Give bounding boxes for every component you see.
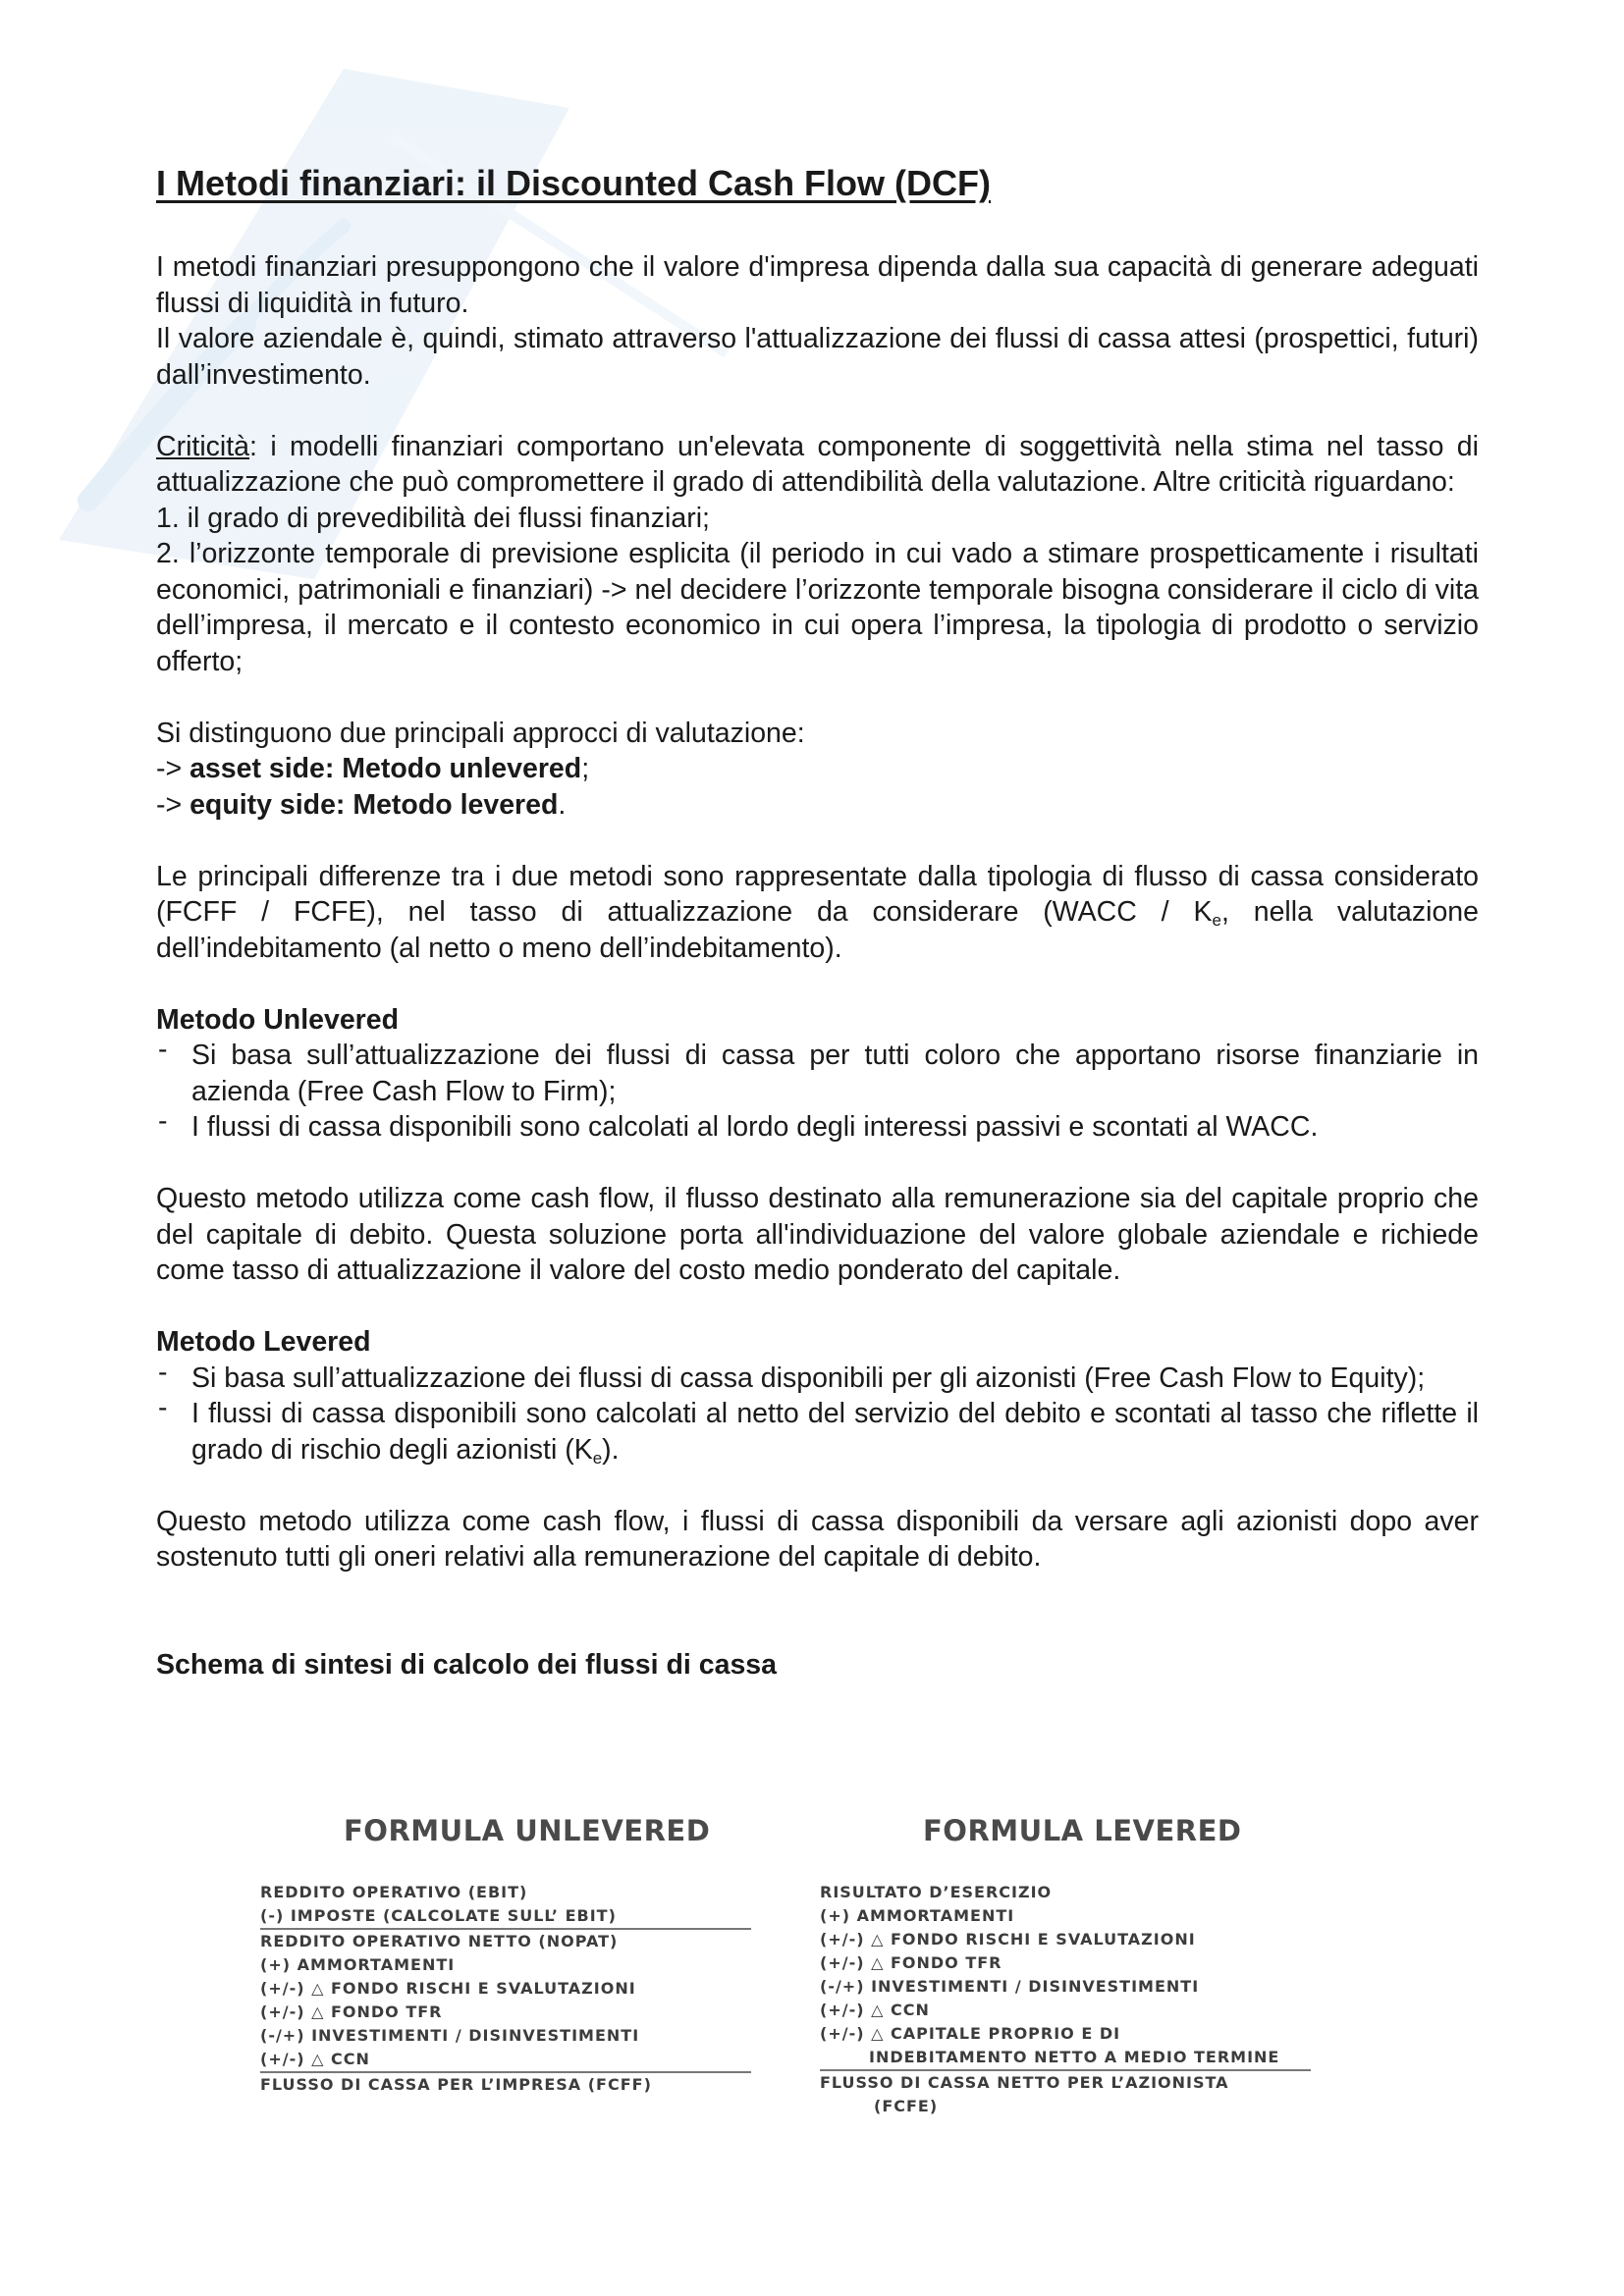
formula-levered-title: FORMULA LEVERED	[923, 1814, 1242, 1847]
list-item: - I flussi di cassa disponibili sono calcolati al lordo degli interessi passivi e scontati al WACC.	[156, 1109, 1479, 1146]
list-item: - Si basa sull’attualizzazione dei flussi di cassa per tutti coloro che apportano risorse finanziarie in azienda (Free Cash Flow to Firm);	[156, 1038, 1479, 1109]
arrow-text: ->	[156, 753, 190, 784]
ke-subscript: e	[1212, 911, 1221, 930]
formula-figure	[260, 1814, 1340, 2138]
differenze-end: , nella valutazione dell’indebitamento (al netto o meno dell’indebitamento).	[156, 896, 1480, 964]
criticita-item-2: 2. l’orizzonte temporale di previsione esplicita (il periodo in cui vado a stimare prospetticamente i risultati economici, patrimoniali e finanziari) -> nel decidere l’orizzonte temporale bisogna considerare il ciclo di vita dell’impresa, il mercato e il contesto economico in cui opera l’impresa, la tipologia di prodotto o servizio offerto;	[156, 538, 1479, 677]
approccio-equity	[156, 787, 1479, 824]
formula-line: (+/-) △ FONDO TFR	[260, 2002, 443, 2021]
unlevered-list	[156, 1038, 1479, 1146]
formula-line: REDDITO OPERATIVO NETTO (NOPAT)	[260, 1932, 619, 1950]
formula-line: RISULTATO D’ESERCIZIO	[820, 1883, 1053, 1901]
formula-line: (FCFE)	[874, 2097, 939, 2115]
formula-line: (+/-) △ FONDO RISCHI E SVALUTAZIONI	[820, 1930, 1196, 1949]
differenze-text: Le principali differenze tra i due metodi sono rappresentate dalla tipologia di flusso di cassa considerato (FCFF / FCFE), nel tasso di attualizzazione da considerare (WACC / K	[156, 860, 1479, 928]
formula-line: FLUSSO DI CASSA PER L’IMPRESA (FCFF)	[260, 2075, 652, 2094]
levered-heading: Metodo Levered	[156, 1326, 371, 1358]
ke-subscript: e	[592, 1448, 603, 1468]
formula-line: (-/+) INVESTIMENTI / DISINVESTIMENTI	[820, 1977, 1200, 1996]
unlevered-heading: Metodo Unlevered	[156, 1003, 400, 1036]
levered-list	[156, 1361, 1479, 1468]
equity-end: .	[558, 788, 567, 821]
criticita-item-1: 1. il grado di prevedibilità dei flussi finanziari;	[156, 502, 710, 534]
asset-end: ;	[581, 753, 590, 784]
formula-line: (-/+) INVESTIMENTI / DISINVESTIMENTI	[260, 2026, 640, 2045]
formula-line: INDEBITAMENTO NETTO A MEDIO TERMINE	[869, 2048, 1280, 2066]
criticita-paragraph	[156, 429, 1479, 501]
formula-line: (+/-) △ FONDO RISCHI E SVALUTAZIONI	[260, 1979, 636, 1998]
formula-line: REDDITO OPERATIVO (EBIT)	[260, 1883, 528, 1901]
intro-paragraph-2: Il valore aziendale è, quindi, stimato attraverso l'attualizzazione dei flussi di cassa attesi (prospettici, futuri) dall’investimento.	[156, 323, 1479, 391]
formula-line: (+) AMMORTAMENTI	[260, 1955, 456, 1974]
formula-levered	[820, 1814, 1330, 2118]
asset-side-label: asset side: Metodo unlevered	[189, 753, 582, 784]
formula-line: (-) IMPOSTE (CALCOLATE SULL’ EBIT)	[260, 1906, 617, 1925]
differenze-paragraph	[156, 859, 1479, 967]
formula-line: (+/-) △ CCN	[820, 2001, 930, 2019]
formula-line: (+/-) △ FONDO TFR	[820, 1953, 1002, 1972]
schema-title: Schema di sintesi di calcolo dei flussi di cassa	[156, 1648, 777, 1681]
unlevered-paragraph: Questo metodo utilizza come cash flow, il flusso destinato alla remunerazione sia del capitale proprio che del capitale di debito. Questa soluzione porta all'individuazione del valore globale aziendale e richiede come tasso di attualizzazione il valore del costo medio ponderato del capitale.	[156, 1183, 1479, 1286]
formula-unlevered-title: FORMULA UNLEVERED	[344, 1814, 711, 1847]
formula-unlevered	[260, 1814, 761, 2097]
list-item: - Si basa sull’attualizzazione dei flussi di cassa disponibili per gli aizonisti (Free Cash Flow to Equity);	[156, 1361, 1479, 1397]
formula-line: (+/-) △ CAPITALE PROPRIO E DI	[820, 2024, 1121, 2043]
formula-line: (+) AMMORTAMENTI	[820, 1906, 1015, 1925]
criticita-text: : i modelli finanziari comportano un'elevata componente di soggettività nella stima nel tasso di attualizzazione che può compromettere il grado di attendibilità della valutazione. Altre criticità riguardano:	[156, 430, 1479, 498]
arrow-text: ->	[156, 788, 190, 821]
list-item	[156, 1396, 1479, 1468]
document-body	[156, 162, 1479, 1682]
bullet-end: ).	[602, 1433, 620, 1466]
levered-paragraph: Questo metodo utilizza come cash flow, i flussi di cassa disponibili da versare agli azionisti dopo aver sostenuto tutti gli oneri relativi alla remunerazione del capitale di debito.	[156, 1505, 1479, 1573]
formula-line: FLUSSO DI CASSA NETTO PER L’AZIONISTA	[820, 2073, 1229, 2092]
approccio-asset	[156, 751, 1479, 787]
page-title: I Metodi finanziari: il Discounted Cash Flow (DCF)	[156, 163, 992, 203]
equity-side-label: equity side: Metodo levered	[189, 788, 559, 821]
bullet-text: I flussi di cassa disponibili sono calcolati al netto del servizio del debito e scontati al tasso che riflette il grado di rischio degli azionisti (K	[191, 1398, 1479, 1466]
intro-paragraph-1: I metodi finanziari presuppongono che il valore d'impresa dipenda dalla sua capacità di generare adeguati flussi di liquidità in futuro.	[156, 251, 1479, 319]
approcci-intro: Si distinguono due principali approcci di valutazione:	[156, 717, 805, 749]
criticita-label: Criticità	[156, 430, 250, 462]
formula-line: (+/-) △ CCN	[260, 2050, 370, 2068]
